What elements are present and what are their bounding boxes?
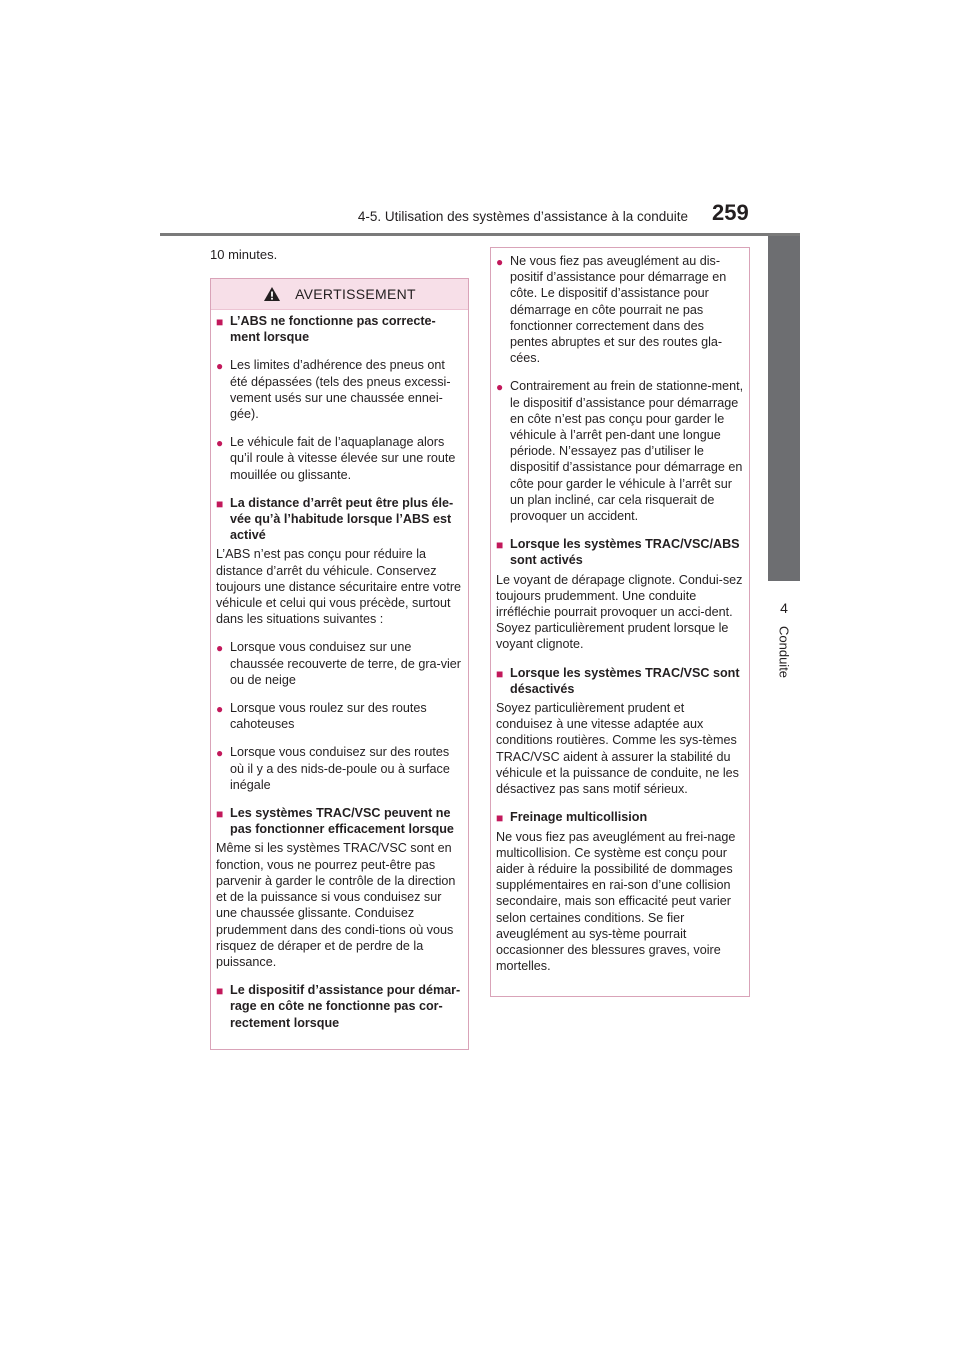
warning-box-right — [490, 247, 750, 997]
warning-heading — [216, 982, 463, 1031]
warning-paragraph: Soyez particulièrement prudent et conduisez à une vitesse adaptée aux conditions routières. Comme les sys-tèmes TRAC/VSC aident à assurer la stabilité du véhicule et la puissance de conduite, ne les désactivez pas sans motif sérieux. — [496, 701, 739, 797]
square-marker-icon: ■ — [216, 496, 224, 511]
square-marker-icon: ■ — [496, 666, 504, 681]
warning-heading-text: L’ABS ne fonctionne pas correcte- ment lorsque — [230, 314, 436, 345]
warning-heading-text: Lorsque les systèmes TRAC/VSC/ABS sont activés — [510, 537, 740, 568]
warning-bullet-item — [216, 639, 463, 688]
warning-bullet-item — [216, 357, 463, 422]
warning-paragraph: L’ABS n’est pas conçu pour réduire la distance d’arrêt du véhicule. Conservez toujours une distance sécuritaire entre votre véhicule et celui qui vous précède, surtout dans les situations suivantes : — [216, 547, 462, 627]
warning-bullet-text: Lorsque vous roulez sur des routes cahoteuses — [230, 701, 427, 732]
bullet-marker-icon: ● — [216, 641, 224, 656]
warning-header — [211, 279, 468, 310]
square-marker-icon: ■ — [496, 538, 504, 553]
warning-bullet-text: Le véhicule fait de l’aquaplanage alors qu’il roule à vitesse élevée sur une route mouillée ou glissante. — [230, 435, 456, 482]
intro-text: 10 minutes. — [210, 247, 278, 262]
warning-heading — [216, 805, 463, 837]
warning-paragraph: Ne vous fiez pas aveuglément au frei-nage multicollision. Ce système est conçu pour aider à réduire la possibilité de dommages supplémentaires en rai-son d’une collision secondaire, mais son efficacité peut varier selon certaines conditions. Se fier aveuglément au sys-tème pourrait occasionner des blessures graves, voire mortelles. — [496, 829, 736, 974]
warning-heading — [496, 665, 744, 697]
warning-heading — [216, 495, 463, 544]
warning-bullet-item — [496, 378, 744, 524]
warning-heading-text: Lorsque les systèmes TRAC/VSC sont désactivés — [510, 665, 740, 696]
bullet-marker-icon: ● — [216, 436, 224, 451]
warning-heading-text: La distance d’arrêt peut être plus éle-vée qu’à l’habitude lorsque l’ABS est activé — [230, 495, 454, 543]
square-marker-icon: ■ — [216, 984, 224, 999]
warning-bullet-item — [216, 434, 463, 483]
chapter-tab — [768, 236, 800, 581]
warning-heading-text: Freinage multicollision — [510, 810, 648, 825]
bullet-marker-icon: ● — [216, 359, 224, 374]
square-marker-icon: ■ — [216, 807, 224, 822]
warning-bullet-item — [216, 744, 463, 793]
square-marker-icon: ■ — [216, 315, 224, 329]
warning-bullet-item — [496, 253, 744, 366]
bullet-marker-icon: ● — [496, 255, 504, 269]
warning-left-content — [216, 313, 463, 1043]
bullet-marker-icon: ● — [216, 746, 224, 761]
chapter-number: 4 — [780, 600, 788, 616]
warning-box-left — [210, 278, 469, 1050]
chapter-name-label: Conduite — [776, 625, 792, 679]
warning-bullet-text: Lorsque vous conduisez sur des routes où il y a des nids-de-poule ou à surface inégale — [230, 745, 450, 792]
warning-bullet-text: Contrairement au frein de stationne-ment, le dispositif d’assistance pour démarrage en côte n’est pas conçu pour garder le véhicule à l’arrêt pen-dant une longue période. N’essayez pas d’utiliser le dispositif d’assistance pour démarrage en côte pour garder le véhicule à l’arrêt sur un plan incliné, car cela risquerait de provoquer un accident. — [510, 379, 744, 524]
warning-bullet-text: Les limites d’adhérence des pneus ont été dépassées (tels des pneus excessi-vement usés sur une chaussée ennei-gée). — [230, 358, 451, 422]
warning-paragraph: Même si les systèmes TRAC/VSC sont en fonction, vous ne pourrez peut-être pas parvenir à garder le contrôle de la direction et de la puissance si vous conduisez sur une chaussée glissante. Conduisez prudemment dans des condi-tions où vous risquez de déraper et de perdre de la puissance. — [216, 841, 456, 969]
warning-title: AVERTISSEMENT — [295, 286, 416, 302]
warning-bullet-item — [216, 700, 463, 732]
warning-heading-text: Le dispositif d’assistance pour démar-rage en côte ne fonctionne pas cor-rectement lorsque — [230, 983, 461, 1030]
warning-heading-text: Les systèmes TRAC/VSC peuvent ne pas fonctionner efficacement lorsque — [230, 806, 454, 837]
warning-triangle-icon — [263, 286, 281, 302]
warning-heading — [496, 809, 744, 825]
warning-bullet-text: Ne vous fiez pas aveuglément au dis-positif d’assistance pour démarrage en côte. Le dispositif d’assistance pour démarrage en côte pourrait ne pas fonctionner correctement dans des pentes abruptes et sur des routes gla-cées. — [510, 254, 727, 366]
header-divider — [160, 233, 800, 236]
warning-paragraph: Le voyant de dérapage clignote. Condui-sez toujours prudemment. Une conduite irréfléchie pourrait provoquer un acci-dent. Soyez particulièrement prudent lorsque le voyant clignote. — [496, 572, 743, 652]
chapter-name — [768, 622, 800, 682]
bullet-marker-icon: ● — [216, 702, 224, 717]
bullet-marker-icon: ● — [496, 380, 504, 395]
warning-bullet-text: Lorsque vous conduisez sur une chaussée recouverte de terre, de gra-vier ou de neige — [230, 640, 462, 687]
warning-right-content — [496, 253, 744, 986]
warning-heading — [496, 536, 744, 568]
warning-heading — [216, 313, 463, 345]
square-marker-icon: ■ — [496, 811, 504, 826]
page-number: 259 — [712, 200, 749, 225]
section-title: 4-5. Utilisation des systèmes d’assistance à la conduite — [357, 209, 688, 224]
